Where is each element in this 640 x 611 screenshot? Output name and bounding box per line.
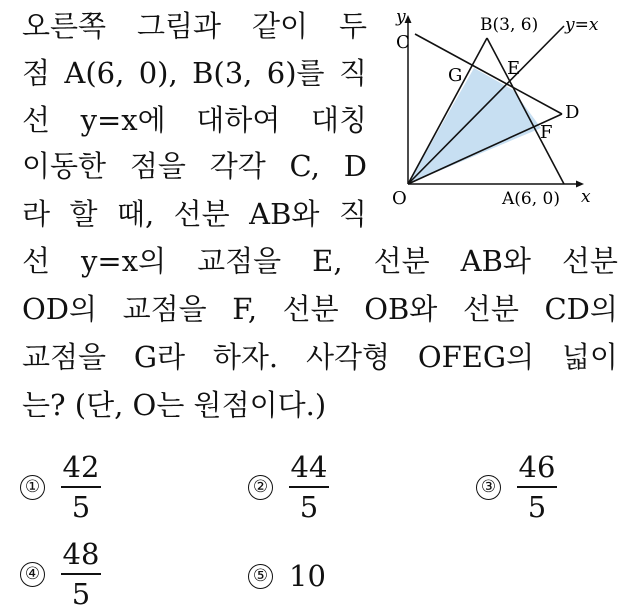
numerator: 42 xyxy=(62,450,100,484)
word: 사각형 xyxy=(305,340,391,374)
word: 라 xyxy=(22,197,51,231)
word: 선분 xyxy=(462,292,519,326)
word: E, xyxy=(312,244,343,278)
word: 6)를 xyxy=(266,56,325,90)
point-C-label: C xyxy=(396,32,410,53)
word: 때, xyxy=(116,197,155,231)
choice-2[interactable] xyxy=(248,450,329,524)
choice-number: ③ xyxy=(476,475,501,500)
problem-line-6 xyxy=(22,241,618,281)
origin-label: O xyxy=(392,188,407,209)
word: D xyxy=(343,149,367,183)
word: 0), xyxy=(138,56,178,90)
choice-1[interactable] xyxy=(20,450,101,524)
problem-line-1 xyxy=(22,6,367,46)
y-axis-label: y xyxy=(396,7,406,27)
word: 직 xyxy=(338,197,367,231)
point-F-label: F xyxy=(540,122,553,143)
word: 그림과 xyxy=(137,9,222,43)
problem-line-4 xyxy=(22,146,367,186)
choice-4[interactable] xyxy=(20,537,101,611)
fraction-bar xyxy=(517,486,557,488)
word: 교점을 xyxy=(122,292,207,326)
word: 점을 xyxy=(129,149,186,183)
word: 대칭 xyxy=(310,103,367,137)
choice-5[interactable] xyxy=(248,559,326,593)
word: y=x에 xyxy=(80,103,166,137)
choice-fraction xyxy=(61,537,101,611)
problem-line-3 xyxy=(22,100,367,140)
denominator: 5 xyxy=(299,490,319,524)
line-y-equals-x-label: y=x xyxy=(565,15,599,35)
word: 선분 xyxy=(373,244,430,278)
word: F, xyxy=(232,292,258,326)
word: 점 xyxy=(22,56,51,90)
denominator: 5 xyxy=(527,490,547,524)
fraction-bar xyxy=(289,486,329,488)
word: C, xyxy=(289,149,320,183)
numerator: 48 xyxy=(62,537,100,571)
word: 넓이 xyxy=(561,340,618,374)
word: 두 xyxy=(338,9,367,43)
problem-line-7 xyxy=(22,289,618,329)
denominator: 5 xyxy=(71,490,91,524)
word: 같이 xyxy=(252,9,309,43)
problem-line-8 xyxy=(22,337,618,377)
word: 선분 xyxy=(282,292,339,326)
denominator: 5 xyxy=(71,577,91,611)
shaded-quadrilateral-OFEG xyxy=(408,68,541,184)
word: 직 xyxy=(338,56,367,90)
choice-3[interactable] xyxy=(476,450,557,524)
word: OFEG의 xyxy=(417,340,535,374)
problem-line-9: 는? (단, O는 원점이다.) xyxy=(22,388,327,422)
word: OD의 xyxy=(22,292,98,326)
line-y-equals-x xyxy=(408,26,564,184)
word: 선분 xyxy=(173,197,230,231)
word: G라 xyxy=(133,340,186,374)
point-B-label: B(3, 6) xyxy=(480,15,539,35)
word: 오른쪽 xyxy=(22,9,107,43)
word: 교점을 xyxy=(22,340,107,374)
word: 각각 xyxy=(209,149,266,183)
fraction-bar xyxy=(61,486,101,488)
word: 교점을 xyxy=(197,244,282,278)
choice-fraction xyxy=(517,450,557,524)
coordinate-diagram xyxy=(378,6,640,218)
word: AB와 xyxy=(249,197,320,231)
word: A(6, xyxy=(64,56,125,90)
word: CD의 xyxy=(544,292,618,326)
numerator: 46 xyxy=(518,450,556,484)
point-A-label: A(6, 0) xyxy=(502,189,560,209)
word: 이동한 xyxy=(22,149,107,183)
word: 선분 xyxy=(561,244,618,278)
choice-number: ④ xyxy=(20,562,45,587)
fraction-bar xyxy=(61,573,101,575)
choice-value: 10 xyxy=(289,559,326,593)
choice-fraction xyxy=(61,450,101,524)
geometry-figure xyxy=(378,6,640,218)
choice-number: ② xyxy=(248,475,273,500)
word: 선 xyxy=(22,103,51,137)
choice-fraction xyxy=(289,450,329,524)
word: B(3, xyxy=(192,56,253,90)
point-D-label: D xyxy=(565,102,580,123)
word: 하자. xyxy=(212,340,279,374)
point-G-label: G xyxy=(448,65,463,86)
point-E-label: E xyxy=(507,58,521,79)
word: 선 xyxy=(22,244,51,278)
word: OB와 xyxy=(364,292,438,326)
x-axis-label: x xyxy=(581,187,591,207)
problem-line-2 xyxy=(22,53,367,93)
word: y=x의 xyxy=(81,244,167,278)
word: 할 xyxy=(69,197,98,231)
numerator: 44 xyxy=(290,450,328,484)
choice-number: ⑤ xyxy=(248,564,273,589)
word: AB와 xyxy=(460,244,531,278)
word: 대하여 xyxy=(196,103,281,137)
choice-number: ① xyxy=(20,475,45,500)
problem-line-5 xyxy=(22,194,367,234)
